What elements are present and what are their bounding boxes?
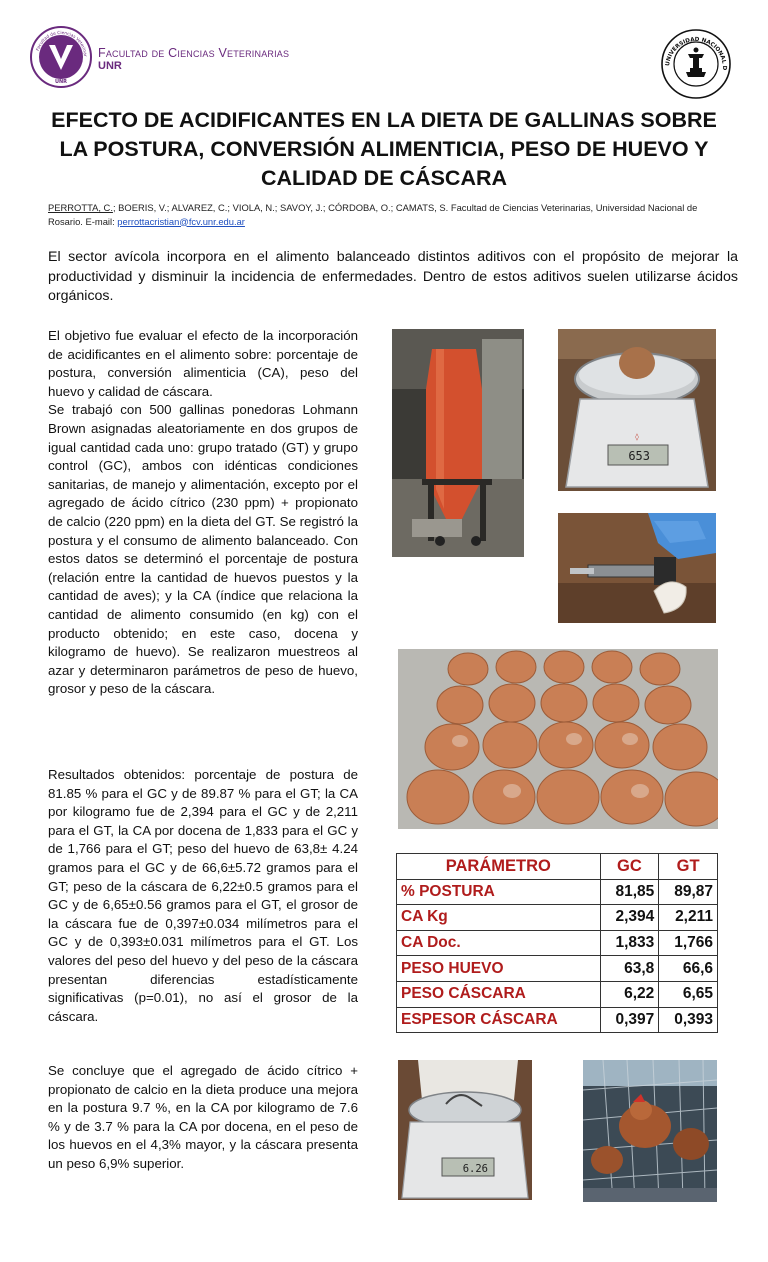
row-gc-value: 0,397 — [600, 1007, 659, 1033]
row-gt-value: 89,87 — [659, 879, 718, 905]
conclusion-paragraph: Se concluye que el agregado de ácido cítrico + propionato de calcio en la dieta produce una mejora en la postura 9.7 %, en la CA por kilogramo de 7.6 % y de 3.7 % para la CA por docena, en el peso de los huevos en el 4,3% mayor, y la cáscara presenta un peso 6,9% superior. — [48, 1063, 358, 1171]
table-row — [397, 879, 718, 905]
header-parametro: PARÁMETRO — [397, 854, 601, 880]
row-gt-value: 66,6 — [659, 956, 718, 982]
row-gt-value: 6,65 — [659, 981, 718, 1007]
objective-methods-text — [48, 327, 358, 699]
table-row — [397, 956, 718, 982]
first-author: PERROTTA, C. — [48, 202, 113, 213]
table-row — [397, 930, 718, 956]
faculty-university: UNR — [98, 60, 122, 72]
row-gt-value: 2,211 — [659, 905, 718, 931]
row-gc-value: 1,833 — [600, 930, 659, 956]
row-gt-value: 0,393 — [659, 1007, 718, 1033]
row-label: CA Doc. — [397, 930, 601, 956]
table-row — [397, 981, 718, 1007]
header-gc: GC — [600, 854, 659, 880]
shell-scale-photo — [398, 1060, 532, 1200]
results-table — [396, 853, 718, 1033]
intro-paragraph: El sector avícola incorpora en el alimento balanceado distintos aditivos con el propósito de mejorar la productividad y disminuir la incidencia de enfermedades. Dentro de estos aditivos suelen utilizarse ácidos orgánicos. — [48, 249, 738, 304]
objective-paragraph: El objetivo fue evaluar el efecto de la incorporación de acidificantes en el alimento sobre: porcentaje de postura, conversión alimenticia (CA), peso del huevo y calidad de cáscara. — [48, 328, 358, 399]
row-gt-value: 1,766 — [659, 930, 718, 956]
authors-affiliation — [48, 201, 728, 228]
header-gt: GT — [659, 854, 718, 880]
row-gc-value: 2,394 — [600, 905, 659, 931]
row-gc-value: 63,8 — [600, 956, 659, 982]
table-header-row — [397, 854, 718, 880]
hens-cage-photo — [583, 1060, 717, 1202]
row-gc-value: 81,85 — [600, 879, 659, 905]
egg-scale-photo — [558, 329, 716, 491]
row-label: % POSTURA — [397, 879, 601, 905]
authors-rest: ; BOERIS, V.; ALVAREZ, C.; VIOLA, N.; SAVOY, J.; CÓRDOBA, O.; CAMATS, S. Facultad de Ciencias Veterinarias, Universidad Nacional de Rosario. E-mail: — [48, 202, 698, 227]
faculty-logo-arc-text: Facultad de Ciencias Veterinar — [35, 30, 88, 57]
poster-title: EFECTO DE ACIDIFICANTES EN LA DIETA DE GALLINAS SOBRE LA POSTURA, CONVERSIÓN ALIMENTICIA, PESO DE HUEVO Y CALIDAD DE CÁSCARA — [51, 108, 717, 190]
table-row — [397, 905, 718, 931]
university-seal — [660, 28, 732, 100]
results-paragraph: Resultados obtenidos: porcentaje de postura de 81.85 % para el GC y de 89.87 % para el GT; la CA por kilogramo fue de 2,394 para el GC y de 2,211 para el GT, la CA por docena de 1,833 para el GC y de 1,766 para el GT; peso del huevo de 63,8± 4.24 gramos para el GC y de 66,6±5.72 gramos para el GT; peso de la cáscara de 6,22±0.5 gramos para el GC y de 6,65±0.56 gramos para el GT, el grosor de la cáscara fue de 0,397±0.034 milímetros para el GC y de 0,393±0.031 milímetros para el GT. Los valores del peso del huevo y del peso de la cáscara presentan diferencias estadísticamente significativas (p=0.01), no así el grosor de la cáscara. — [48, 767, 358, 1024]
micrometer-photo — [558, 513, 716, 623]
row-gc-value: 6,22 — [600, 981, 659, 1007]
egg-scale-display: 653 — [628, 449, 650, 463]
faculty-name: Facultad de Ciencias Veterinarias — [98, 46, 290, 60]
email-link[interactable]: perrottacristian@fcv.unr.edu.ar — [117, 215, 245, 227]
faculty-logo — [30, 26, 92, 88]
svg-text:◊: ◊ — [635, 433, 639, 441]
row-label: PESO HUEVO — [397, 956, 601, 982]
table-row — [397, 1007, 718, 1033]
egg-tray-photo — [398, 649, 718, 829]
shell-scale-display: 6.26 — [462, 1163, 488, 1175]
row-label: ESPESOR CÁSCARA — [397, 1007, 601, 1033]
row-label: CA Kg — [397, 905, 601, 931]
silo-photo — [392, 329, 524, 557]
university-seal-text: UNIVERSIDAD NACIONAL D — [665, 36, 728, 71]
row-label: PESO CÁSCARA — [397, 981, 601, 1007]
faculty-logo-sub: UNR — [54, 79, 68, 85]
methods-paragraph: Se trabajó con 500 gallinas ponedoras Lohmann Brown asignadas aleatoriamente en dos grupos de igual cantidad cada uno: grupo tratado (GT) y grupo control (GC), ambos con idénticas condiciones sanitarias, de manejo y alimentación, excepto por el agregado de ácido cítrico (230 ppm) + propionato de calcio (220 ppm) en la dieta del GT. Se registró la postura y el consumo de alimento balanceado. Con estos datos se determinó el porcentaje de postura (relación entre la cantidad de huevos puestos y la cantidad de aves); y la CA (índice que relaciona la cantidad de alimento consumido (en kg) con el producto obtenido; en este caso, docena y kilogramo de huevo). Se realizaron muestreos al azar y determinaron parámetros de peso de huevo, grosor y peso de la cáscara. — [48, 402, 358, 697]
